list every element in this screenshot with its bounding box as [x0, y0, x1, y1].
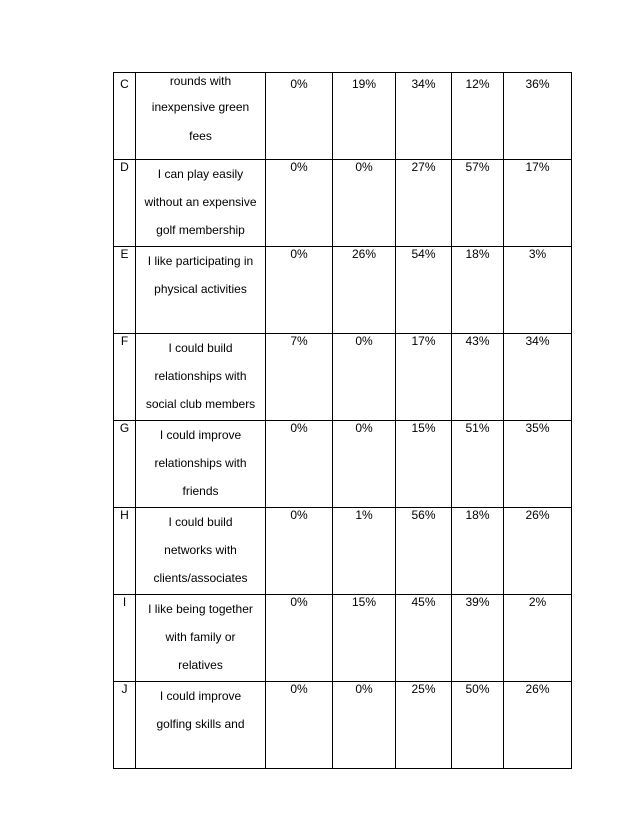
statement-line: with family or: [165, 630, 236, 644]
statement-line: I can play easily: [157, 167, 244, 181]
row-letter: J: [114, 682, 136, 769]
row-letter: E: [114, 247, 136, 334]
percent-cell: 3%: [504, 247, 572, 334]
table-row: [114, 508, 572, 595]
percent-cell: 45%: [396, 595, 452, 682]
percent-cell: 7%: [266, 334, 333, 421]
table-row: [114, 421, 572, 508]
row-statement: [136, 595, 266, 682]
percent-cell: 17%: [504, 160, 572, 247]
percent-cell: 0%: [266, 73, 333, 160]
statement-line: without an expensive: [144, 195, 257, 209]
row-statement: [136, 334, 266, 421]
table-row: [114, 247, 572, 334]
statement-line: I could improve: [159, 689, 242, 703]
percent-cell: 0%: [266, 682, 333, 769]
percent-cell: 0%: [333, 682, 396, 769]
table-row: [114, 73, 572, 160]
percent-cell: 34%: [396, 73, 452, 160]
survey-results-table: [113, 72, 572, 769]
statement-line: social club members: [145, 397, 256, 411]
percent-cell: 35%: [504, 421, 572, 508]
statement-line: friends: [182, 484, 219, 498]
statement-line: I like being together: [148, 602, 253, 616]
statement-line: golfing skills and: [156, 717, 245, 731]
statement-line: networks with: [164, 543, 237, 557]
row-letter: H: [114, 508, 136, 595]
percent-cell: 15%: [333, 595, 396, 682]
row-letter: G: [114, 421, 136, 508]
statement-line: I could build: [168, 341, 233, 355]
statement-line: golf membership: [156, 223, 245, 237]
statement-line: relationships with: [154, 369, 247, 383]
table-row: [114, 160, 572, 247]
statement-line: I like participating in: [147, 254, 254, 268]
percent-cell: 0%: [266, 421, 333, 508]
row-statement: [136, 160, 266, 247]
row-letter: D: [114, 160, 136, 247]
percent-cell: 39%: [452, 595, 504, 682]
table-row: [114, 595, 572, 682]
statement-line: relationships with: [154, 456, 247, 470]
percent-cell: 54%: [396, 247, 452, 334]
percent-cell: 1%: [333, 508, 396, 595]
percent-cell: 34%: [504, 334, 572, 421]
statement-line: I could improve: [159, 428, 242, 442]
percent-cell: 18%: [452, 247, 504, 334]
statement-line: I could build: [168, 515, 233, 529]
percent-cell: 12%: [452, 73, 504, 160]
row-letter: C: [114, 73, 136, 160]
percent-cell: 0%: [266, 508, 333, 595]
percent-cell: 0%: [333, 334, 396, 421]
table-row: [114, 682, 572, 769]
percent-cell: 27%: [396, 160, 452, 247]
statement-line: inexpensive green: [151, 100, 250, 114]
row-statement: [136, 682, 266, 769]
row-statement: [136, 73, 266, 160]
row-letter: I: [114, 595, 136, 682]
percent-cell: 56%: [396, 508, 452, 595]
percent-cell: 36%: [504, 73, 572, 160]
statement-line: relatives: [178, 658, 223, 672]
percent-cell: 15%: [396, 421, 452, 508]
percent-cell: 26%: [504, 508, 572, 595]
percent-cell: 57%: [452, 160, 504, 247]
percent-cell: 0%: [266, 247, 333, 334]
percent-cell: 0%: [266, 595, 333, 682]
percent-cell: 0%: [266, 160, 333, 247]
table-row: [114, 334, 572, 421]
statement-line: rounds with: [169, 74, 232, 88]
percent-cell: 50%: [452, 682, 504, 769]
percent-cell: 19%: [333, 73, 396, 160]
percent-cell: 25%: [396, 682, 452, 769]
percent-cell: 26%: [504, 682, 572, 769]
percent-cell: 0%: [333, 160, 396, 247]
percent-cell: 0%: [333, 421, 396, 508]
percent-cell: 18%: [452, 508, 504, 595]
statement-line: [136, 303, 265, 331]
percent-cell: 26%: [333, 247, 396, 334]
statement-line: fees: [189, 129, 212, 143]
statement-line: physical activities: [154, 282, 247, 296]
row-statement: [136, 421, 266, 508]
percent-cell: 17%: [396, 334, 452, 421]
percent-cell: 2%: [504, 595, 572, 682]
row-statement: [136, 508, 266, 595]
percent-cell: 51%: [452, 421, 504, 508]
statement-line: [136, 738, 265, 766]
percent-cell: 43%: [452, 334, 504, 421]
statement-line: clients/associates: [153, 571, 248, 585]
row-statement: [136, 247, 266, 334]
row-letter: F: [114, 334, 136, 421]
